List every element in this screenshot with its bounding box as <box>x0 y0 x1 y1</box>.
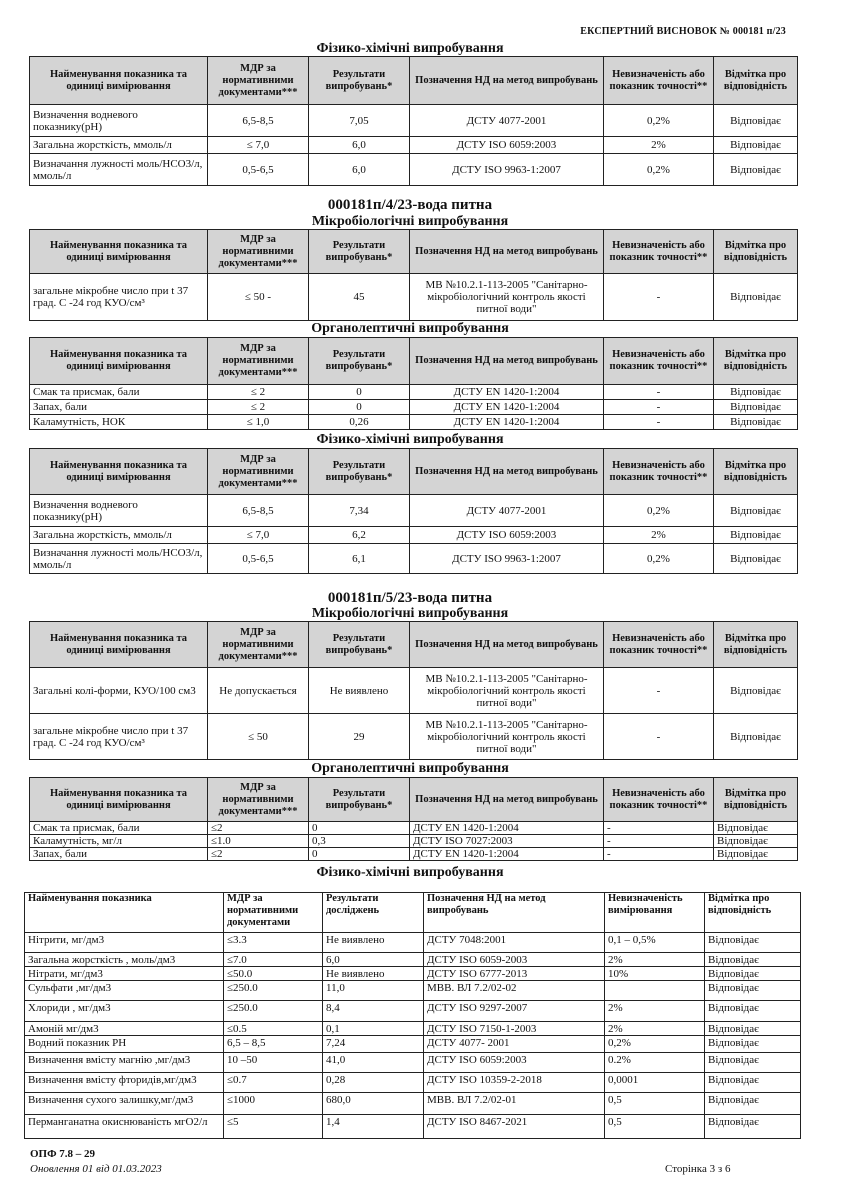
table-row <box>30 274 798 321</box>
method-value: ДСТУ ISO 7150-1-2003 <box>424 1022 605 1036</box>
result-value: 8,4 <box>323 1001 424 1022</box>
compliance-status: Відповідає <box>714 400 798 415</box>
mdr-value: ≤ 2 <box>208 385 309 400</box>
mdr-value: Не допускається <box>208 668 309 714</box>
col-name-header: Найменування показника та одиниці вимірювання <box>30 778 208 822</box>
uncertainty-value: 2% <box>605 1001 705 1022</box>
mdr-value: 6,5-8,5 <box>208 105 309 137</box>
method-value: ДСТУ EN 1420-1:2004 <box>410 848 604 861</box>
indicator-name: загальне мікробне число при t 37 град. С -24 год КУО/см³ <box>30 714 208 760</box>
col-method-header: Позначення НД на метод випробувань <box>410 778 604 822</box>
uncertainty-value: 0,5 <box>605 1115 705 1139</box>
indicator-name: Визначення водневого показнику(рН) <box>30 105 208 137</box>
uncertainty-value: - <box>604 835 714 848</box>
method-value: ДСТУ ISO 6059:2003 <box>424 1053 605 1073</box>
compliance-status: Відповідає <box>714 274 798 321</box>
compliance-status: Відповідає <box>714 105 798 137</box>
col-mdr-header: МДР за нормативними документами*** <box>208 449 309 495</box>
result-value: 6,2 <box>309 527 410 544</box>
compliance-status: Відповідає <box>705 933 801 953</box>
mdr-value: ≤ 50 <box>208 714 309 760</box>
table-row <box>30 154 798 186</box>
indicator-name: Визначення сухого залишку,мг/дм3 <box>25 1093 224 1115</box>
mdr-value: ≤ 7,0 <box>208 527 309 544</box>
result-value: 0 <box>309 385 410 400</box>
col-method-header: Позначення НД на метод випробувань <box>424 893 605 933</box>
document-header: ЕКСПЕРТНИЙ ВИСНОВОК № 000181 п/23 <box>580 26 786 37</box>
col-status-header: Відмітка про відповідність <box>714 622 798 668</box>
result-value: Не виявлено <box>309 668 410 714</box>
method-value: ДСТУ ISO 9297-2007 <box>424 1001 605 1022</box>
compliance-status: Відповідає <box>705 981 801 1001</box>
col-name-header: Найменування показника та одиниці вимірювання <box>30 57 208 105</box>
method-value: МВ №10.2.1-113-2005 "Санітарно-мікробіологічний контроль якості питної води" <box>410 668 604 714</box>
compliance-status: Відповідає <box>714 544 798 574</box>
col-result-header: Результати випробувань* <box>309 778 410 822</box>
uncertainty-value: 10% <box>605 967 705 981</box>
indicator-name: Запах, бали <box>30 400 208 415</box>
col-name-header: Найменування показника <box>25 893 224 933</box>
header-row <box>30 338 798 385</box>
uncertainty-value: 0,5 <box>605 1093 705 1115</box>
mdr-value: ≤2 <box>208 848 309 861</box>
mdr-value: ≤ 2 <box>208 400 309 415</box>
section-title: Мікробіологічні випробування <box>311 214 509 229</box>
method-value: ДСТУ ISO 10359-2-2018 <box>424 1073 605 1093</box>
table-row <box>30 527 798 544</box>
header-row <box>30 778 798 822</box>
col-uncertainty-header: Невизначеність або показник точності** <box>604 230 714 274</box>
method-value: МВ №10.2.1-113-2005 "Санітарно-мікробіологічний контроль якості питної води" <box>410 274 604 321</box>
uncertainty-value: 0,2% <box>605 1036 705 1053</box>
mdr-value: 0,5-6,5 <box>208 154 309 186</box>
method-value: МВВ. ВЛ 7.2/02-01 <box>424 1093 605 1115</box>
table-row <box>30 400 798 415</box>
indicator-name: Сульфати ,мг/дм3 <box>25 981 224 1001</box>
method-value: ДСТУ ISO 6059-2003 <box>424 953 605 967</box>
table-row <box>30 668 798 714</box>
table-row <box>25 1053 801 1073</box>
uncertainty-value: 2% <box>604 527 714 544</box>
table-row <box>30 835 798 848</box>
method-value: ДСТУ EN 1420-1:2004 <box>410 400 604 415</box>
result-value: 0,3 <box>309 835 410 848</box>
compliance-status: Відповідає <box>714 415 798 430</box>
result-value: 680,0 <box>323 1093 424 1115</box>
result-value: 1,4 <box>323 1115 424 1139</box>
result-value: 0,28 <box>323 1073 424 1093</box>
uncertainty-value: - <box>604 274 714 321</box>
table-row <box>30 822 798 835</box>
method-value: ДСТУ ISO 8467-2021 <box>424 1115 605 1139</box>
compliance-status: Відповідає <box>714 848 798 861</box>
col-status-header: Відмітка про відповідність <box>714 57 798 105</box>
uncertainty-value: 0,2% <box>604 154 714 186</box>
table-row <box>30 137 798 154</box>
col-mdr-header: МДР за нормативними документами*** <box>208 230 309 274</box>
indicator-name: загальне мікробне число при t 37 град. С -24 год КУО/см³ <box>30 274 208 321</box>
result-value: 0,1 <box>323 1022 424 1036</box>
col-uncertainty-header: Невизначеність або показник точності** <box>604 622 714 668</box>
col-result-header: Результати випробувань* <box>309 57 410 105</box>
col-mdr-header: МДР за нормативними документами*** <box>208 778 309 822</box>
footer-page-number: Сторінка 3 з 6 <box>665 1163 731 1175</box>
indicator-name: Хлориди , мг/дм3 <box>25 1001 224 1022</box>
uncertainty-value: 0.2% <box>605 1053 705 1073</box>
table-row <box>25 981 801 1001</box>
col-name-header: Найменування показника та одиниці вимірювання <box>30 449 208 495</box>
compliance-status: Відповідає <box>705 1036 801 1053</box>
indicator-name: Перманганатна окиснюваність мгО2/л <box>25 1115 224 1139</box>
header-row <box>30 230 798 274</box>
uncertainty-value: - <box>604 848 714 861</box>
col-status-header: Відмітка про відповідність <box>705 893 801 933</box>
uncertainty-value: 2% <box>605 953 705 967</box>
col-name-header: Найменування показника та одиниці вимірювання <box>30 622 208 668</box>
col-status-header: Відмітка про відповідність <box>714 230 798 274</box>
compliance-status: Відповідає <box>705 1053 801 1073</box>
micro-table-4 <box>29 229 798 321</box>
result-value: 0 <box>309 848 410 861</box>
col-result-header: Результати випробувань* <box>309 449 410 495</box>
col-uncertainty-header: Невизначеність або показник точності** <box>604 778 714 822</box>
header-row <box>30 57 798 105</box>
uncertainty-value: - <box>604 385 714 400</box>
method-value: ДСТУ EN 1420-1:2004 <box>410 385 604 400</box>
table-row <box>25 953 801 967</box>
mdr-value: ≤ 50 - <box>208 274 309 321</box>
col-method-header: Позначення НД на метод випробувань <box>410 622 604 668</box>
method-value: ДСТУ ISO 9963-1:2007 <box>410 544 604 574</box>
section-title: Органолептичні випробування <box>311 761 509 776</box>
indicator-name: Нітрити, мг/дм3 <box>25 933 224 953</box>
indicator-name: Водний показник РН <box>25 1036 224 1053</box>
table-row <box>25 1036 801 1053</box>
method-value: ДСТУ 4077-2001 <box>410 105 604 137</box>
section-title: Органолептичні випробування <box>311 321 509 336</box>
method-value: ДСТУ 4077- 2001 <box>424 1036 605 1053</box>
table-row <box>25 933 801 953</box>
indicator-name: Запах, бали <box>30 848 208 861</box>
result-value: 6,0 <box>309 154 410 186</box>
table-row <box>25 1115 801 1139</box>
micro-table-5 <box>29 621 798 760</box>
method-value: ДСТУ ISO 7027:2003 <box>410 835 604 848</box>
col-result-header: Результати випробувань* <box>309 622 410 668</box>
physchem-table-4 <box>29 448 798 574</box>
method-value: МВВ. ВЛ 7.2/02-02 <box>424 981 605 1001</box>
method-value: ДСТУ 7048:2001 <box>424 933 605 953</box>
uncertainty-value <box>605 981 705 1001</box>
compliance-status: Відповідає <box>714 385 798 400</box>
compliance-status: Відповідає <box>705 967 801 981</box>
col-uncertainty-header: Невизначеність вимірювання <box>605 893 705 933</box>
indicator-name: Визначання лужності моль/НСО3/л, ммоль/л <box>30 544 208 574</box>
section-title: Фізико-хімічні випробування <box>316 41 504 56</box>
mdr-value: ≤250.0 <box>224 1001 323 1022</box>
mdr-value: ≤2 <box>208 822 309 835</box>
col-method-header: Позначення НД на метод випробувань <box>410 449 604 495</box>
physchem-table-1 <box>29 56 798 186</box>
table-row <box>25 1022 801 1036</box>
compliance-status: Відповідає <box>714 835 798 848</box>
indicator-name: Каламутність, НОК <box>30 415 208 430</box>
uncertainty-value: 0,2% <box>604 544 714 574</box>
result-value: Не виявлено <box>323 933 424 953</box>
col-name-header: Найменування показника та одиниці вимірювання <box>30 338 208 385</box>
compliance-status: Відповідає <box>705 1073 801 1093</box>
indicator-name: Амоній мг/дм3 <box>25 1022 224 1036</box>
col-method-header: Позначення НД на метод випробувань <box>410 57 604 105</box>
col-result-header: Результати випробувань* <box>309 338 410 385</box>
mdr-value: 10 –50 <box>224 1053 323 1073</box>
result-value: 11,0 <box>323 981 424 1001</box>
col-mdr-header: МДР за нормативними документами*** <box>208 57 309 105</box>
indicator-name: Визначення вмісту фторидів,мг/дм3 <box>25 1073 224 1093</box>
method-value: ДСТУ ISO 6059:2003 <box>410 527 604 544</box>
compliance-status: Відповідає <box>714 714 798 760</box>
method-value: ДСТУ ISO 6059:2003 <box>410 137 604 154</box>
uncertainty-value: 2% <box>604 137 714 154</box>
result-value: 45 <box>309 274 410 321</box>
result-value: 6,0 <box>309 137 410 154</box>
indicator-name: Загальні колі-форми, КУО/100 см3 <box>30 668 208 714</box>
compliance-status: Відповідає <box>714 495 798 527</box>
result-value: Не виявлено <box>323 967 424 981</box>
mdr-value: ≤50.0 <box>224 967 323 981</box>
col-mdr-header: МДР за нормативними документами*** <box>208 338 309 385</box>
col-mdr-header: МДР за нормативними документами <box>224 893 323 933</box>
sample-title: 000181п/5/23-вода питна <box>327 590 493 606</box>
table-row <box>30 714 798 760</box>
compliance-status: Відповідає <box>705 1001 801 1022</box>
uncertainty-value: 0,1 – 0,5% <box>605 933 705 953</box>
table-row <box>25 967 801 981</box>
indicator-name: Визначання лужності моль/НСО3/л, ммоль/л <box>30 154 208 186</box>
table-row <box>30 848 798 861</box>
uncertainty-value: - <box>604 415 714 430</box>
uncertainty-value: - <box>604 714 714 760</box>
table-row <box>30 495 798 527</box>
uncertainty-value: 0,0001 <box>605 1073 705 1093</box>
compliance-status: Відповідає <box>705 1115 801 1139</box>
organo-table-5 <box>29 777 798 861</box>
compliance-status: Відповідає <box>714 527 798 544</box>
col-name-header: Найменування показника та одиниці вимірювання <box>30 230 208 274</box>
result-value: 41,0 <box>323 1053 424 1073</box>
indicator-name: Каламутність, мг/л <box>30 835 208 848</box>
sample-title: 000181п/4/23-вода питна <box>327 197 493 213</box>
col-result-header: Результати випробувань* <box>309 230 410 274</box>
result-value: 0 <box>309 822 410 835</box>
table-row <box>25 1001 801 1022</box>
mdr-value: ≤250.0 <box>224 981 323 1001</box>
result-value: 6,0 <box>323 953 424 967</box>
uncertainty-value: 2% <box>605 1022 705 1036</box>
section-title: Фізико-хімічні випробування <box>316 432 504 447</box>
mdr-value: ≤0.5 <box>224 1022 323 1036</box>
uncertainty-value: - <box>604 822 714 835</box>
footer-form-code: ОПФ 7.8 – 29 <box>30 1148 96 1160</box>
footer-update: Оновлення 01 від 01.03.2023 <box>30 1163 162 1175</box>
indicator-name: Смак та присмак, бали <box>30 822 208 835</box>
result-value: 7,05 <box>309 105 410 137</box>
result-value: 7,24 <box>323 1036 424 1053</box>
header-row <box>30 449 798 495</box>
header-row <box>25 893 801 933</box>
header-row <box>30 622 798 668</box>
indicator-name: Визначення вмісту магнію ,мг/дм3 <box>25 1053 224 1073</box>
col-uncertainty-header: Невизначеність або показник точності** <box>604 449 714 495</box>
indicator-name: Нітрати, мг/дм3 <box>25 967 224 981</box>
table-row <box>25 1073 801 1093</box>
indicator-name: Загальна жорсткість, ммоль/л <box>30 137 208 154</box>
section-title: Фізико-хімічні випробування <box>316 865 504 880</box>
table-row <box>30 544 798 574</box>
mdr-value: 0,5-6,5 <box>208 544 309 574</box>
table-row <box>25 1093 801 1115</box>
uncertainty-value: 0,2% <box>604 105 714 137</box>
col-status-header: Відмітка про відповідність <box>714 778 798 822</box>
mdr-value: ≤1000 <box>224 1093 323 1115</box>
mdr-value: ≤ 1,0 <box>208 415 309 430</box>
table-row <box>30 385 798 400</box>
result-value: 0,26 <box>309 415 410 430</box>
compliance-status: Відповідає <box>714 822 798 835</box>
compliance-status: Відповідає <box>714 668 798 714</box>
method-value: ДСТУ ISO 9963-1:2007 <box>410 154 604 186</box>
method-value: ДСТУ ISO 6777-2013 <box>424 967 605 981</box>
col-uncertainty-header: Невизначеність або показник точності** <box>604 57 714 105</box>
compliance-status: Відповідає <box>705 1093 801 1115</box>
result-value: 29 <box>309 714 410 760</box>
uncertainty-value: - <box>604 400 714 415</box>
result-value: 7,34 <box>309 495 410 527</box>
organo-table-4 <box>29 337 798 430</box>
indicator-name: Смак та присмак, бали <box>30 385 208 400</box>
col-result-header: Результати досліджень <box>323 893 424 933</box>
compliance-status: Відповідає <box>714 154 798 186</box>
table-row <box>30 415 798 430</box>
col-status-header: Відмітка про відповідність <box>714 338 798 385</box>
method-value: ДСТУ EN 1420-1:2004 <box>410 822 604 835</box>
col-mdr-header: МДР за нормативними документами*** <box>208 622 309 668</box>
compliance-status: Відповідає <box>705 1022 801 1036</box>
method-value: МВ №10.2.1-113-2005 "Санітарно-мікробіологічний контроль якості питної води" <box>410 714 604 760</box>
compliance-status: Відповідає <box>714 137 798 154</box>
mdr-value: ≤3.3 <box>224 933 323 953</box>
mdr-value: ≤ 7,0 <box>208 137 309 154</box>
col-uncertainty-header: Невизначеність або показник точності** <box>604 338 714 385</box>
uncertainty-value: - <box>604 668 714 714</box>
indicator-name: Загальна жорсткість, ммоль/л <box>30 527 208 544</box>
physchem-table-5 <box>24 892 801 1139</box>
indicator-name: Загальна жорсткість , моль/дм3 <box>25 953 224 967</box>
compliance-status: Відповідає <box>705 953 801 967</box>
section-title: Мікробіологічні випробування <box>311 606 509 621</box>
method-value: ДСТУ EN 1420-1:2004 <box>410 415 604 430</box>
method-value: ДСТУ 4077-2001 <box>410 495 604 527</box>
mdr-value: 6,5-8,5 <box>208 495 309 527</box>
result-value: 0 <box>309 400 410 415</box>
mdr-value: ≤1.0 <box>208 835 309 848</box>
col-status-header: Відмітка про відповідність <box>714 449 798 495</box>
mdr-value: 6,5 – 8,5 <box>224 1036 323 1053</box>
uncertainty-value: 0,2% <box>604 495 714 527</box>
mdr-value: ≤5 <box>224 1115 323 1139</box>
col-method-header: Позначення НД на метод випробувань <box>410 230 604 274</box>
result-value: 6,1 <box>309 544 410 574</box>
table-row <box>30 105 798 137</box>
mdr-value: ≤0.7 <box>224 1073 323 1093</box>
mdr-value: ≤7.0 <box>224 953 323 967</box>
col-method-header: Позначення НД на метод випробувань <box>410 338 604 385</box>
indicator-name: Визначення водневого показнику(рН) <box>30 495 208 527</box>
